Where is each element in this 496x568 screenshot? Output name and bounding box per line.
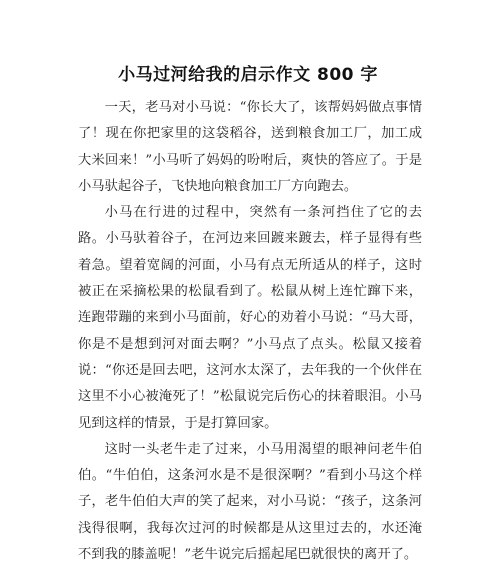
document-title: 小马过河给我的启示作文 800 字 [118, 65, 378, 85]
paragraph-3: 这时一头老牛走了过来，小马用渴望的眼神问老牛伯伯。“牛伯伯，这条河水是不是很深啊？”看到小马这个样子，老牛伯伯大声的笑了起来，对小马说：“孩子，这条河浅得很啊，我每次过河的时候都是从这里过去的，水还淹不到我的膝盖呢！”老牛说完后摇起尾巴就很快的离开了。 [78, 441, 422, 563]
paragraph-1: 一天，老马对小马说：“你长大了，该帮妈妈做点事情了！现在你把家里的这袋稻谷，送到粮食加工厂，加工成大米回来！”小马听了妈妈的吩咐后，爽快的答应了。于是小马驮起谷子，飞快地向粮食加工厂方向跑去。 [78, 100, 422, 194]
document-body [78, 95, 422, 568]
paragraph-2: 小马在行进的过程中，突然有一条河挡住了它的去路。小马驮着谷子，在河边来回踱来踱去，样子显得有些着急。望着宽阔的河面，小马有点无所适从的样子，这时被正在采摘松果的松鼠看到了。松鼠从树上连忙蹿下来，连跑带蹦的来到小马面前，好心的劝着小马说：“马大哥，你是不是想到河对面去啊？”小马点了点头。松鼠又接着说：“你还是回去吧，这河水太深了，去年我的一个伙伴在这里不小心被淹死了！”松鼠说完后伤心的抹着眼泪。小马见到这样的情景，于是打算回家。 [78, 205, 422, 431]
